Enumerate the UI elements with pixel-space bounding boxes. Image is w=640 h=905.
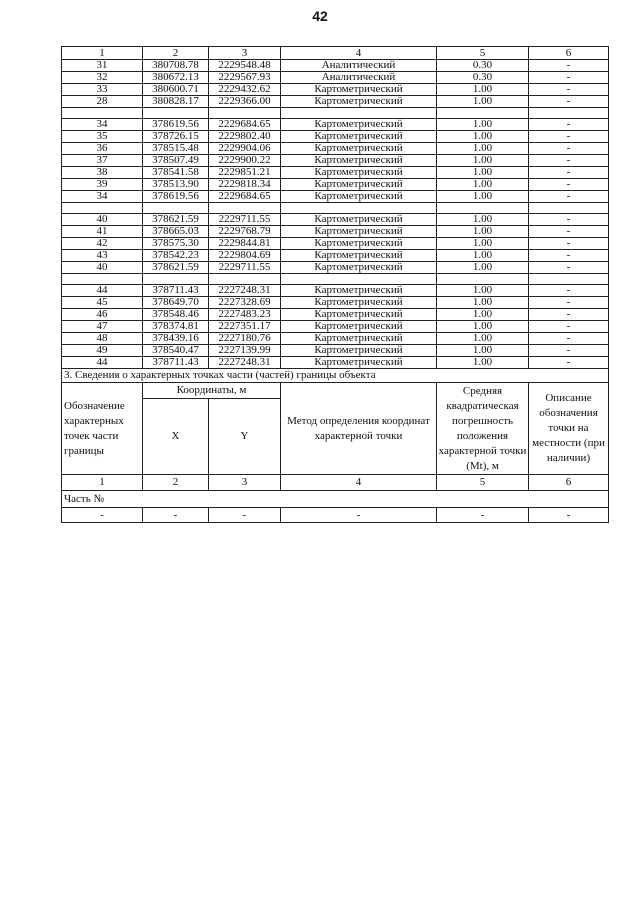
table-cell: 378575.30 — [143, 238, 209, 250]
column-number: 5 — [437, 475, 529, 491]
table-row — [62, 119, 609, 131]
boundary-points-table — [61, 46, 609, 523]
spacer-cell — [62, 203, 143, 214]
table-row — [62, 345, 609, 357]
table-cell: Картометрический — [281, 167, 437, 179]
table-cell: 45 — [62, 297, 143, 309]
spacer-cell — [209, 203, 281, 214]
table-cell: 380708.78 — [143, 60, 209, 72]
table-cell: 378515.48 — [143, 143, 209, 155]
table-cell: 1.00 — [437, 238, 529, 250]
table-cell: 378619.56 — [143, 191, 209, 203]
table-cell: 2229904.06 — [209, 143, 281, 155]
table-cell: 31 — [62, 60, 143, 72]
table-cell: Картометрический — [281, 297, 437, 309]
table-cell: 378649.70 — [143, 297, 209, 309]
part-row — [62, 491, 609, 508]
part-label: Часть № — [62, 491, 609, 508]
table-row — [62, 285, 609, 297]
spacer-row — [62, 108, 609, 119]
point-designation-header: Обозначение характерных точек части границы — [62, 383, 143, 475]
table-cell: - — [529, 250, 609, 262]
column-number: 1 — [62, 475, 143, 491]
table-cell: 40 — [62, 214, 143, 226]
table-cell: 378540.47 — [143, 345, 209, 357]
table-row — [62, 143, 609, 155]
table-cell: 378621.59 — [143, 262, 209, 274]
table-cell: 380828.17 — [143, 96, 209, 108]
table-cell: 2229900.22 — [209, 155, 281, 167]
table-cell: 378374.81 — [143, 321, 209, 333]
table-row — [62, 226, 609, 238]
table-row — [62, 191, 609, 203]
table-cell: - — [529, 191, 609, 203]
table-cell: 1.00 — [437, 214, 529, 226]
spacer-cell — [437, 203, 529, 214]
column-number: 3 — [209, 475, 281, 491]
y-header: Y — [209, 399, 281, 475]
table-cell: 2229818.34 — [209, 179, 281, 191]
table-row — [62, 131, 609, 143]
table-row — [62, 333, 609, 345]
table-row — [62, 508, 609, 523]
table-cell: 380672.13 — [143, 72, 209, 84]
table-cell: 1.00 — [437, 143, 529, 155]
table-cell: 378541.58 — [143, 167, 209, 179]
table-cell: 2229366.00 — [209, 96, 281, 108]
table-row — [62, 60, 609, 72]
table-cell: Картометрический — [281, 84, 437, 96]
table-cell: - — [529, 72, 609, 84]
table-cell: 0.30 — [437, 72, 529, 84]
table-cell: 44 — [62, 357, 143, 369]
table-cell: - — [529, 309, 609, 321]
table-cell: 2227351.17 — [209, 321, 281, 333]
table-cell: - — [529, 96, 609, 108]
spacer-cell — [62, 274, 143, 285]
table-cell: - — [143, 508, 209, 523]
table-cell: Картометрический — [281, 262, 437, 274]
table-cell: 1.00 — [437, 226, 529, 238]
table-cell: 378548.46 — [143, 309, 209, 321]
table-cell: 1.00 — [437, 309, 529, 321]
spacer-cell — [437, 108, 529, 119]
table-cell: 378711.43 — [143, 285, 209, 297]
table-cell: Картометрический — [281, 226, 437, 238]
table-row — [62, 96, 609, 108]
table-cell: 1.00 — [437, 179, 529, 191]
table-cell: 2227248.31 — [209, 285, 281, 297]
column-number: 4 — [281, 47, 437, 60]
table-cell: 380600.71 — [143, 84, 209, 96]
table-row — [62, 262, 609, 274]
table-cell: - — [529, 357, 609, 369]
table-cell: 0.30 — [437, 60, 529, 72]
spacer-cell — [143, 274, 209, 285]
table-cell: 378621.59 — [143, 214, 209, 226]
table-cell: 2229851.21 — [209, 167, 281, 179]
table-cell: 2227483.23 — [209, 309, 281, 321]
table-cell: Картометрический — [281, 96, 437, 108]
table-cell: 38 — [62, 167, 143, 179]
table-cell: Картометрический — [281, 191, 437, 203]
table-cell: 2229711.55 — [209, 262, 281, 274]
column-number: 1 — [62, 47, 143, 60]
table-cell: - — [529, 321, 609, 333]
table-cell: 49 — [62, 345, 143, 357]
table-cell: 1.00 — [437, 191, 529, 203]
table-cell: 1.00 — [437, 297, 529, 309]
table-cell: 1.00 — [437, 285, 529, 297]
table-cell: 2227328.69 — [209, 297, 281, 309]
table-cell: Картометрический — [281, 285, 437, 297]
table-cell: Картометрический — [281, 250, 437, 262]
table-cell: 1.00 — [437, 155, 529, 167]
column-number: 3 — [209, 47, 281, 60]
table-cell: 41 — [62, 226, 143, 238]
table-cell: - — [529, 119, 609, 131]
spacer-cell — [529, 274, 609, 285]
table-cell: 378711.43 — [143, 357, 209, 369]
table-cell: 44 — [62, 285, 143, 297]
table-cell: 378439.16 — [143, 333, 209, 345]
spacer-cell — [529, 203, 609, 214]
section-title-row — [62, 369, 609, 383]
table-row — [62, 72, 609, 84]
column-number: 6 — [529, 475, 609, 491]
description-header: Описание обозначения точки на местности (при наличии) — [529, 383, 609, 475]
column-number: 4 — [281, 475, 437, 491]
column-number: 2 — [143, 475, 209, 491]
table-cell: 2229802.40 — [209, 131, 281, 143]
spacer-row — [62, 203, 609, 214]
column-number: 6 — [529, 47, 609, 60]
table-cell: 1.00 — [437, 84, 529, 96]
section-header-row — [62, 383, 609, 399]
table-cell: 35 — [62, 131, 143, 143]
table-cell: 1.00 — [437, 119, 529, 131]
table-cell: 34 — [62, 119, 143, 131]
table-row — [62, 250, 609, 262]
table-cell: - — [529, 60, 609, 72]
table-cell: Картометрический — [281, 131, 437, 143]
spacer-cell — [62, 108, 143, 119]
table-cell: 1.00 — [437, 96, 529, 108]
table-cell: - — [529, 297, 609, 309]
table-cell: - — [529, 226, 609, 238]
table-cell: - — [529, 131, 609, 143]
table-row — [62, 357, 609, 369]
table-row — [62, 84, 609, 96]
table-cell: 1.00 — [437, 250, 529, 262]
table-cell: Картометрический — [281, 345, 437, 357]
table-cell: Картометрический — [281, 119, 437, 131]
table-cell: 33 — [62, 84, 143, 96]
table-cell: 2227139.99 — [209, 345, 281, 357]
table-cell: 2227248.31 — [209, 357, 281, 369]
table-row — [62, 179, 609, 191]
table-cell: - — [529, 214, 609, 226]
table-cell: 2229684.65 — [209, 119, 281, 131]
table-cell: Аналитический — [281, 60, 437, 72]
table-cell: - — [437, 508, 529, 523]
column-number-row — [62, 475, 609, 491]
table-cell: 378542.23 — [143, 250, 209, 262]
table-cell: 1.00 — [437, 262, 529, 274]
table-row — [62, 321, 609, 333]
method-header: Метод определения координат характерной точки — [281, 383, 437, 475]
table-cell: 40 — [62, 262, 143, 274]
spacer-cell — [143, 108, 209, 119]
table-cell: 37 — [62, 155, 143, 167]
table-cell: - — [529, 155, 609, 167]
table-cell: - — [62, 508, 143, 523]
column-number: 2 — [143, 47, 209, 60]
table-cell: - — [209, 508, 281, 523]
table-cell: - — [529, 179, 609, 191]
table-cell: Картометрический — [281, 155, 437, 167]
table-cell: 36 — [62, 143, 143, 155]
spacer-cell — [529, 108, 609, 119]
section-title: 3. Сведения о характерных точках части (частей) границы объекта — [62, 369, 609, 383]
table-row — [62, 214, 609, 226]
spacer-cell — [281, 108, 437, 119]
table-cell: Картометрический — [281, 238, 437, 250]
table-row — [62, 309, 609, 321]
table-cell: 43 — [62, 250, 143, 262]
table-cell: 378619.56 — [143, 119, 209, 131]
column-number: 5 — [437, 47, 529, 60]
table-cell: - — [529, 333, 609, 345]
table-cell: 1.00 — [437, 345, 529, 357]
table-cell: 1.00 — [437, 167, 529, 179]
coordinates-header: Координаты, м — [143, 383, 281, 399]
table-cell: 378513.90 — [143, 179, 209, 191]
table-cell: - — [281, 508, 437, 523]
table-cell: 34 — [62, 191, 143, 203]
table-cell: 2229432.62 — [209, 84, 281, 96]
table-cell: 1.00 — [437, 357, 529, 369]
spacer-cell — [209, 274, 281, 285]
table-cell: Картометрический — [281, 357, 437, 369]
table-cell: Картометрический — [281, 321, 437, 333]
table-cell: - — [529, 508, 609, 523]
table-cell: - — [529, 167, 609, 179]
table-cell: Картометрический — [281, 143, 437, 155]
page-number: 42 — [312, 8, 328, 24]
table-cell: 47 — [62, 321, 143, 333]
table-cell: 378726.15 — [143, 131, 209, 143]
spacer-cell — [437, 274, 529, 285]
table-cell: - — [529, 262, 609, 274]
table-cell: - — [529, 345, 609, 357]
table-cell: 32 — [62, 72, 143, 84]
spacer-cell — [143, 203, 209, 214]
table-cell: 2229567.93 — [209, 72, 281, 84]
table-cell: 2229768.79 — [209, 226, 281, 238]
spacer-cell — [209, 108, 281, 119]
table-cell: 378665.03 — [143, 226, 209, 238]
table-cell: 2229844.81 — [209, 238, 281, 250]
table-cell: 1.00 — [437, 333, 529, 345]
table-cell: 2227180.76 — [209, 333, 281, 345]
table-cell: 2229684.65 — [209, 191, 281, 203]
table-cell: 2229548.48 — [209, 60, 281, 72]
error-header: Средняя квадратическая погрешность положения характерной точки (Mt), м — [437, 383, 529, 475]
table-cell: - — [529, 84, 609, 96]
table-row — [62, 167, 609, 179]
spacer-cell — [281, 203, 437, 214]
column-number-row — [62, 47, 609, 60]
table-cell: Картометрический — [281, 309, 437, 321]
table-row — [62, 238, 609, 250]
table-cell: 1.00 — [437, 321, 529, 333]
table-cell: 28 — [62, 96, 143, 108]
table-cell: 378507.49 — [143, 155, 209, 167]
table-row — [62, 297, 609, 309]
table-row — [62, 155, 609, 167]
x-header: X — [143, 399, 209, 475]
table-cell: - — [529, 238, 609, 250]
table-cell: Картометрический — [281, 333, 437, 345]
table-cell: - — [529, 285, 609, 297]
table-cell: Аналитический — [281, 72, 437, 84]
spacer-row — [62, 274, 609, 285]
table-cell: 1.00 — [437, 131, 529, 143]
table-cell: 2229711.55 — [209, 214, 281, 226]
table-cell: Картометрический — [281, 179, 437, 191]
table-cell: Картометрический — [281, 214, 437, 226]
table-cell: 42 — [62, 238, 143, 250]
table-cell: 2229804.69 — [209, 250, 281, 262]
table-cell: 46 — [62, 309, 143, 321]
spacer-cell — [281, 274, 437, 285]
table-cell: - — [529, 143, 609, 155]
table-cell: 48 — [62, 333, 143, 345]
table-cell: 39 — [62, 179, 143, 191]
